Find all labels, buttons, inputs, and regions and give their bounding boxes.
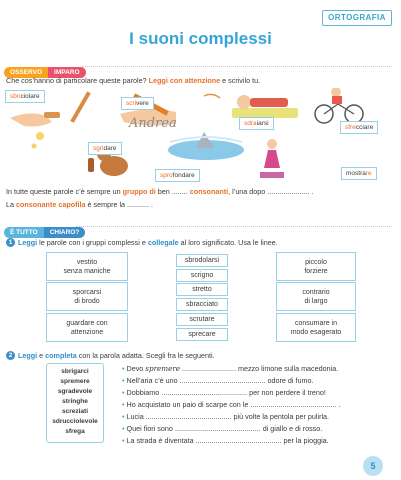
word-box: scrigno xyxy=(176,269,228,282)
pill-osservo: OSSERVO xyxy=(4,67,48,78)
word-list-item: sfrega xyxy=(65,428,85,435)
exercise-2-number: 2 xyxy=(6,351,15,360)
dancer-illustration xyxy=(260,139,284,178)
person-lying xyxy=(204,94,298,118)
meaning-box-left: sporcarsi di brodo xyxy=(46,282,128,311)
fill-sentence: • La strada è diventata ........................................... per la pioggia. xyxy=(122,436,329,445)
divider xyxy=(82,66,392,67)
label-sfrecciare: sfrecciare xyxy=(340,121,378,134)
label-mostrare: mostrare xyxy=(341,167,377,180)
pill-imparo: IMPARO xyxy=(48,67,86,78)
fill-sentence: • Dobbiamo ........................................... per non perdere il treno! xyxy=(122,388,326,397)
page-number: 5 xyxy=(363,456,383,476)
meaning-box-right: consumare in modo esagerato xyxy=(276,313,356,342)
word-list-item: sbrigarci xyxy=(61,368,89,375)
question-text: Che cos’hanno di particolare queste parole? Leggi con attenzione e scrivilo tu. xyxy=(6,76,261,85)
rule-sentence-2: La consonante capofila è sempre la ........... . xyxy=(6,200,154,209)
meaning-box-left: guardare con attenzione xyxy=(46,313,128,342)
meaning-box-left: vestito senza maniche xyxy=(46,252,128,281)
section-tag: ORTOGRAFIA xyxy=(322,10,392,26)
word-box: stretto xyxy=(176,283,228,296)
label-sprofondare: sprofondare xyxy=(155,169,200,182)
signature: Andrea xyxy=(129,116,177,131)
word-list-item: spremere xyxy=(60,378,90,385)
pill-e-tutto: È TUTTO xyxy=(4,227,44,238)
label-scrivere: scrivere xyxy=(121,97,154,110)
pill-chiaro: CHIARO? xyxy=(44,227,86,238)
fill-sentence: • Nell’aria c’è uno ........................................... odore di fumo. xyxy=(122,376,314,385)
page-title: I suoni complessi xyxy=(129,29,272,48)
word-list-item: sgradevole xyxy=(57,388,93,395)
filled-answer: spremere xyxy=(145,364,181,373)
label-sgridare: sgridare xyxy=(88,142,122,155)
label-sdraiarsi: sdraiarsi xyxy=(239,117,274,130)
exercise-1-number: 1 xyxy=(6,238,15,247)
water-illustration xyxy=(168,132,244,160)
meaning-box-right: piccolo forziere xyxy=(276,252,356,281)
fill-sentence: • Ho acquistato un paio di scarpe con le ........................................... . xyxy=(122,400,341,409)
exercise-1-instruction: Leggi le parole con i gruppi complessi e collegale al loro significato. Usa le linee. xyxy=(18,238,278,247)
word-box: sbrodolarsi xyxy=(176,254,228,267)
fill-sentence: • Devo spremere ........................... mezzo limone sulla macedonia. xyxy=(122,364,339,373)
rule-sentence-1: In tutte queste parole c’è sempre un gruppo di ben ........ consonanti, l’una dopo ..................... . xyxy=(6,187,314,196)
word-list-item: screziati xyxy=(61,408,89,415)
section2-banner xyxy=(4,221,85,239)
fill-sentence: • Lucia ........................................... più volte la pentola per pulirla. xyxy=(122,412,330,421)
fill-sentence: • Quei fiori sono ........................................... di giallo e di rosso. xyxy=(122,424,323,433)
word-list xyxy=(46,363,104,443)
divider xyxy=(76,226,392,227)
word-list-item: sdrucciolevole xyxy=(52,418,98,425)
cyclist xyxy=(315,88,363,123)
word-list-item: stringhe xyxy=(62,398,88,405)
word-box: sprecare xyxy=(176,328,228,341)
word-box: scrutare xyxy=(176,313,228,326)
label-sbriciolare: sbriciolare xyxy=(5,90,45,103)
meaning-box-right: contrario di largo xyxy=(276,282,356,311)
exercise-2-instruction: Leggi e completa con la parola adatta. Scegli fra le seguenti. xyxy=(18,351,215,360)
word-box: sbracciato xyxy=(176,298,228,311)
